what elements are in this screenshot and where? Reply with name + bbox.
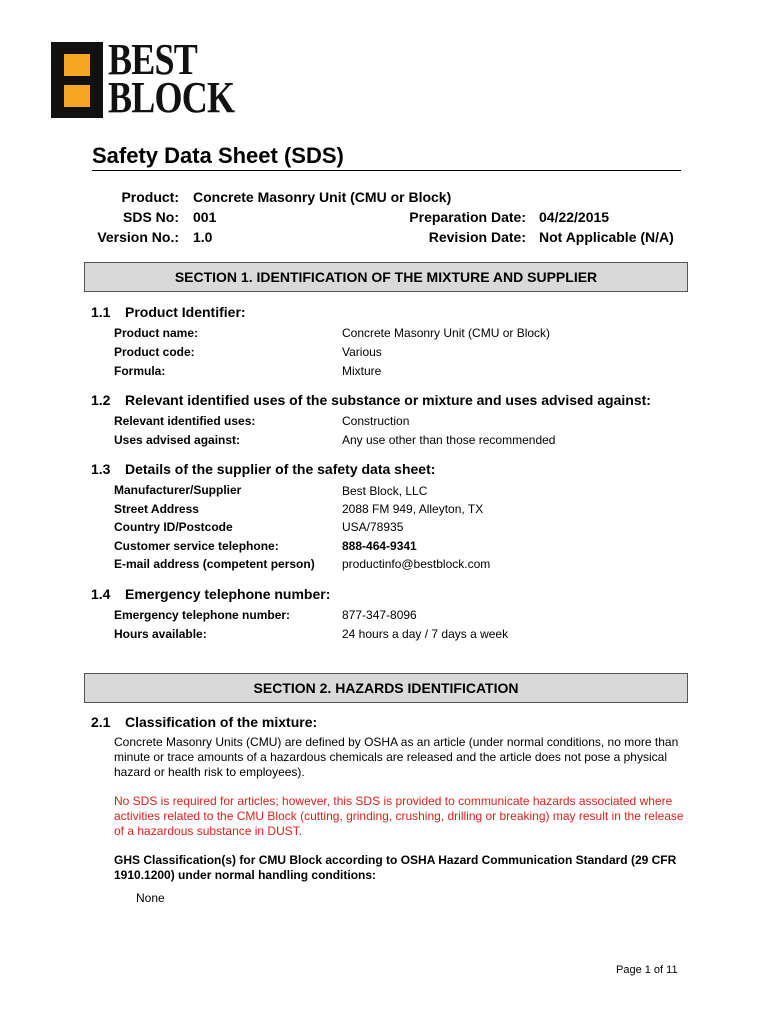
field-label: Product code: [114,345,195,359]
field-label: Emergency telephone number: [114,608,291,622]
subsection-title: Product Identifier: [125,304,246,320]
subsection-title: Emergency telephone number: [125,586,331,602]
classification-paragraph: Concrete Masonry Units (CMU) are defined by OSHA as an article (under normal conditions, no more than minute or trace amounts of a hazardous chemicals are released and the article does not pose a physical hazard or health risk to employees). [114,735,679,779]
logo-text-line1: BEST [108,35,197,84]
field-value: 24 hours a day / 7 days a week [342,627,509,641]
field-label: Uses advised against: [114,433,241,447]
email-value: productinfo@bestblock.com [342,557,491,571]
page-number: Page 1 of 11 [616,964,678,976]
sds-label: SDS No: [123,209,179,225]
logo-bar-top [64,54,90,76]
subsection-number: 1.3 [91,461,111,477]
field-value: 877-347-8096 [342,608,417,622]
field-label: Street Address [114,502,199,516]
product-value: Concrete Masonry Unit (CMU or Block) [193,189,452,205]
field-label: Relevant identified uses: [114,414,256,428]
section1-header: SECTION 1. IDENTIFICATION OF THE MIXTURE AND SUPPLIER [84,262,688,292]
logo-bar-bottom [64,85,90,107]
ghs-classification-paragraph: GHS Classification(s) for CMU Block according to OSHA Hazard Communication Standard (29 CFR 1910.1200) under normal handling conditions: [114,853,677,882]
title-divider [92,170,681,171]
subsection-title: Details of the supplier of the safety data sheet: [125,461,436,477]
logo-text-line2: BLOCK [108,73,235,122]
field-value: 2088 FM 949, Alleyton, TX [342,502,484,516]
version-label: Version No.: [97,229,179,245]
field-label: Country ID/Postcode [114,520,233,534]
prep-date-label: Preparation Date: [409,209,526,225]
field-value: Any use other than those recommended [342,433,556,447]
subsection-number: 1.1 [91,304,111,320]
phone-value: 888-464-9341 [342,539,417,553]
field-label: Product name: [114,326,199,340]
subsection-title: Classification of the mixture: [125,714,318,730]
field-label: Hours available: [114,627,207,641]
subsection-number: 2.1 [91,714,111,730]
ghs-classification-value: None [136,891,165,905]
subsection-title: Relevant identified uses of the substance or mixture and uses advised against: [125,392,651,408]
sds-value: 001 [193,209,217,225]
field-value: Concrete Masonry Unit (CMU or Block) [342,326,551,340]
prep-date-value: 04/22/2015 [539,209,610,225]
field-value: Construction [342,414,410,428]
field-value: Best Block, LLC [342,484,428,498]
page-title: Safety Data Sheet (SDS) [92,143,344,168]
field-label: Formula: [114,364,166,378]
subsection-number: 1.2 [91,392,111,408]
field-value: Various [342,345,382,359]
product-label: Product: [121,189,179,205]
logo-mark [51,42,103,118]
subsection-number: 1.4 [91,586,111,602]
revision-date-label: Revision Date: [428,229,526,245]
warning-paragraph: No SDS is required for articles; however, this SDS is provided to communicate hazards associated where activities related to the CMU Block (cutting, grinding, crushing, drilling or breaking) may result in the release of a hazardous substance in DUST. [114,794,684,838]
revision-date-value: Not Applicable (N/A) [539,229,674,245]
version-value: 1.0 [193,229,213,245]
field-value: USA/78935 [342,520,404,534]
section2-header: SECTION 2. HAZARDS IDENTIFICATION [84,673,688,703]
field-label: Manufacturer/Supplier [114,483,242,497]
field-value: Mixture [342,364,382,378]
field-label: E-mail address (competent person) [114,557,315,571]
field-label: Customer service telephone: [114,539,279,553]
